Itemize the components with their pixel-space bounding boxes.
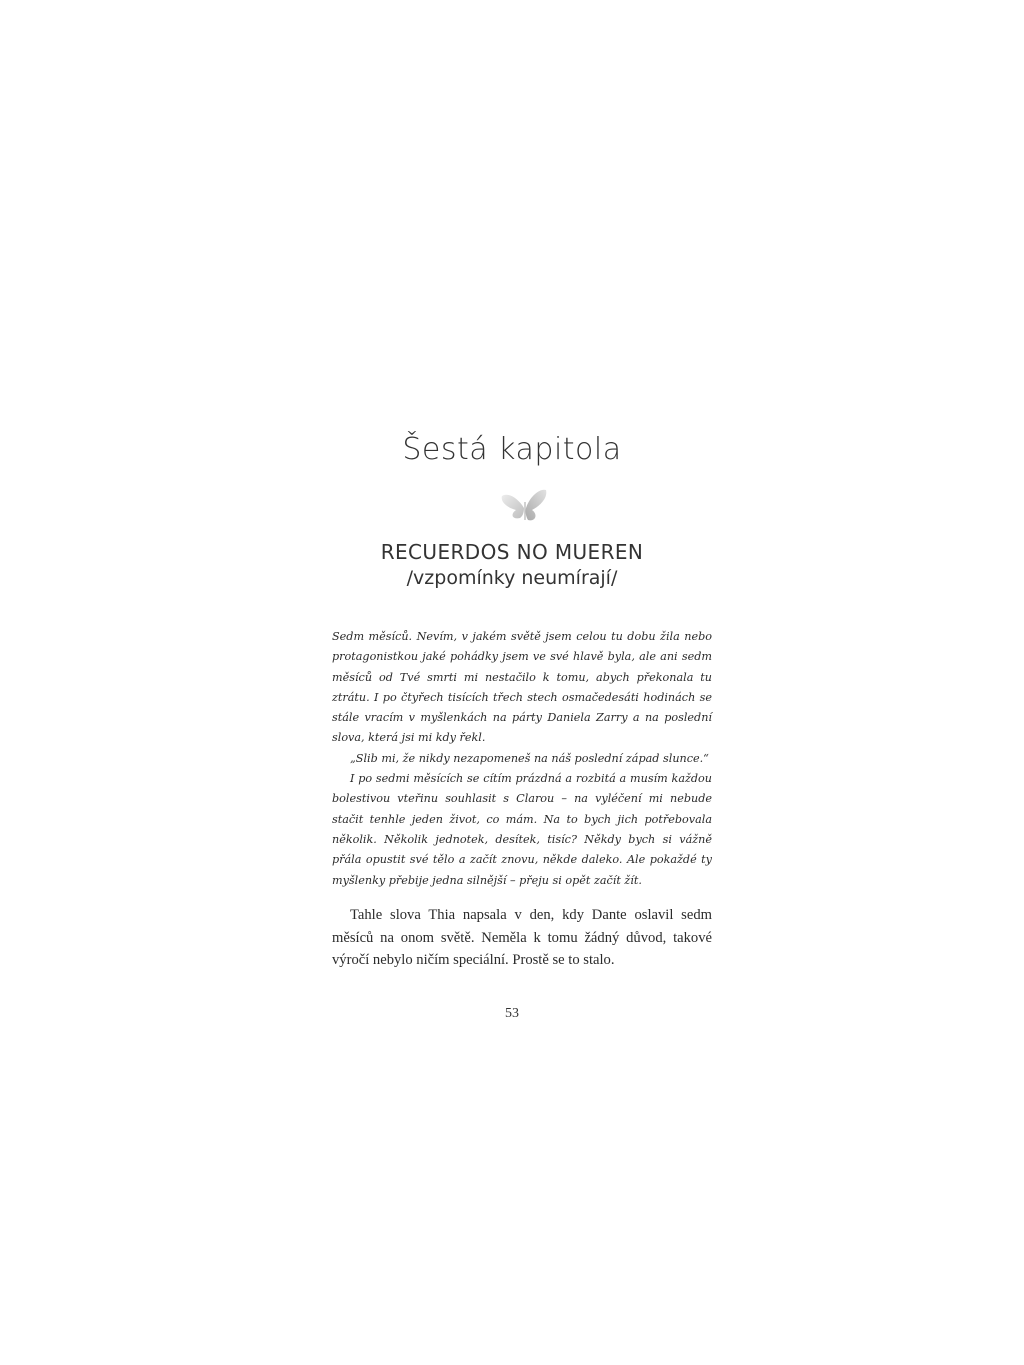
chapter-title: Šestá kapitola <box>402 432 622 467</box>
chapter-subtitle: RECUERDOS NO MUEREN <box>380 540 644 564</box>
letter-excerpt <box>332 627 712 891</box>
letter-paragraph: „Slib mi, že nikdy nezapomeneš na náš poslední západ slunce.“ <box>350 751 709 765</box>
letter-paragraph: I po sedmi měsících se cítím prázdná a rozbitá a musím každou bolestivou vteřinu souhlasit s Clarou – na vyléčení mi nebude stačit tenhle jeden život, co mám. Na to bych jich potřebovala několik. Několik jednotek, desítek, tisíc? Někdy bych si vážně přála opustit své tělo a začít znovu, někde daleko. Ale pokaždé ty myšlenky přebije jedna silnější – přeju si opět začít žít. <box>332 772 712 887</box>
letter-paragraph: Sedm měsíců. Nevím, v jakém světě jsem celou tu dobu žila nebo protagonistkou jaké pohádky jsem ve své hlavě byla, ale ani sedm měsíců od Tvé smrti mi nestačilo k tomu, abych překonala tu ztrátu. I po čtyřech tisících třech stech osmačedesáti hodinách se stále vracím v myšlenkách na párty Daniela Zarry a na poslední slova, která jsi mi kdy řekl. <box>332 630 712 745</box>
body-paragraph: Tahle slova Thia napsala v den, kdy Dante oslavil sedm měsíců na onom světě. Neměla k tomu žádný důvod, takové výročí nebylo ničím speciální. Prostě se to stalo. <box>332 907 712 968</box>
chapter-subtitle-translation: /vzpomínky neumírají/ <box>406 567 618 589</box>
page-number: 53 <box>505 1006 519 1021</box>
butterfly-icon <box>496 486 554 526</box>
